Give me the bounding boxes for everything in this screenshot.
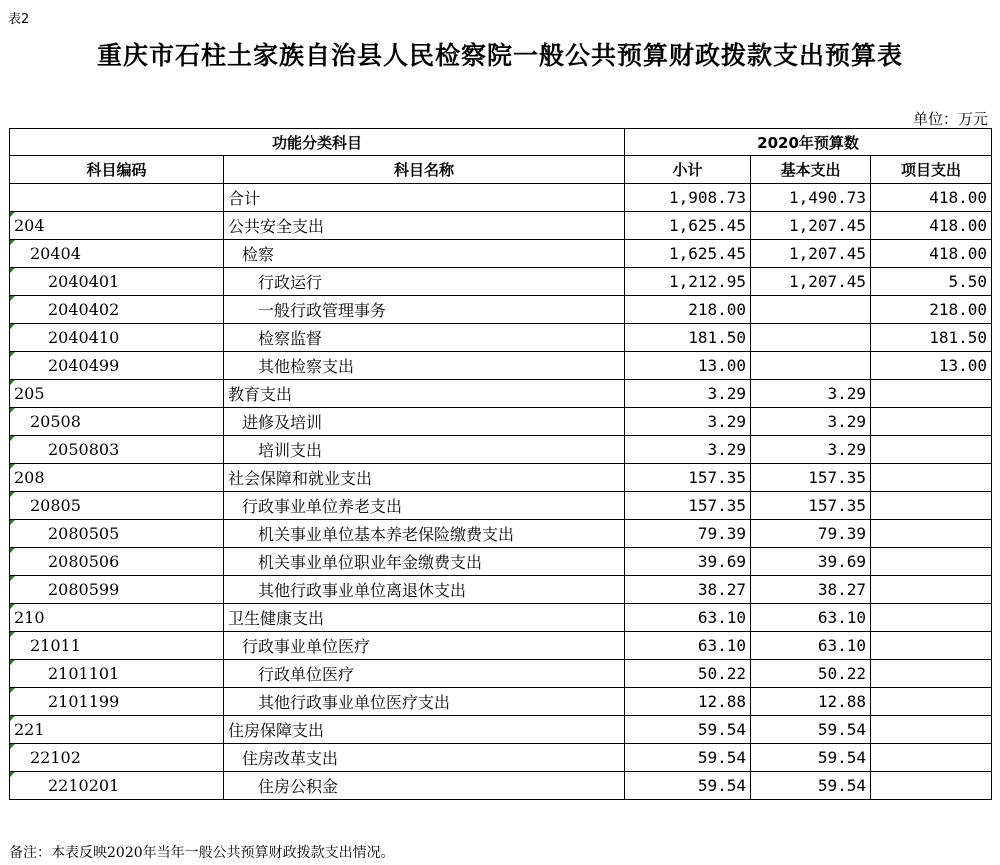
table-row bbox=[10, 464, 992, 492]
row-basic bbox=[751, 296, 871, 324]
row-code: 2040401 bbox=[10, 268, 224, 296]
row-name: 社会保障和就业支出 bbox=[224, 464, 625, 492]
footnote: 备注：本表反映2020年当年一般公共预算财政拨款支出情况。 bbox=[9, 845, 395, 861]
row-name: 住房改革支出 bbox=[224, 744, 625, 772]
row-basic: 157.35 bbox=[751, 492, 871, 520]
row-basic: 1,207.45 bbox=[751, 268, 871, 296]
row-basic bbox=[751, 324, 871, 352]
row-name: 检察监督 bbox=[224, 324, 625, 352]
row-project bbox=[871, 716, 992, 744]
row-project bbox=[871, 548, 992, 576]
row-project bbox=[871, 520, 992, 548]
row-project: 181.50 bbox=[871, 324, 992, 352]
row-basic: 59.54 bbox=[751, 772, 871, 800]
row-subtotal: 59.54 bbox=[625, 772, 751, 800]
header-budget-year: 2020年预算数 bbox=[625, 129, 992, 156]
table-row bbox=[10, 492, 992, 520]
row-code: 205 bbox=[10, 380, 224, 408]
row-project: 218.00 bbox=[871, 296, 992, 324]
row-code: 210 bbox=[10, 604, 224, 632]
table-row bbox=[10, 184, 992, 212]
row-basic: 3.29 bbox=[751, 436, 871, 464]
row-basic: 38.27 bbox=[751, 576, 871, 604]
table-row bbox=[10, 520, 992, 548]
unit-label: 单位：万元 bbox=[912, 110, 988, 128]
row-name: 卫生健康支出 bbox=[224, 604, 625, 632]
row-subtotal: 3.29 bbox=[625, 380, 751, 408]
row-project: 418.00 bbox=[871, 212, 992, 240]
row-project bbox=[871, 660, 992, 688]
table-row bbox=[10, 744, 992, 772]
row-subtotal: 157.35 bbox=[625, 492, 751, 520]
row-code: 2080505 bbox=[10, 520, 224, 548]
row-name: 住房公积金 bbox=[224, 772, 625, 800]
table-number: 表2 bbox=[8, 12, 30, 27]
row-subtotal: 59.54 bbox=[625, 716, 751, 744]
page-title: 重庆市石柱土家族自治县人民检察院一般公共预算财政拨款支出预算表 bbox=[96, 41, 903, 70]
row-code bbox=[10, 184, 224, 212]
row-subtotal: 218.00 bbox=[625, 296, 751, 324]
header-basic: 基本支出 bbox=[751, 156, 871, 184]
row-basic: 157.35 bbox=[751, 464, 871, 492]
row-subtotal: 39.69 bbox=[625, 548, 751, 576]
row-subtotal: 13.00 bbox=[625, 352, 751, 380]
row-project: 418.00 bbox=[871, 184, 992, 212]
row-subtotal: 1,625.45 bbox=[625, 240, 751, 268]
row-name: 一般行政管理事务 bbox=[224, 296, 625, 324]
row-name: 检察 bbox=[224, 240, 625, 268]
row-subtotal: 181.50 bbox=[625, 324, 751, 352]
row-code: 2210201 bbox=[10, 772, 224, 800]
row-code: 21011 bbox=[10, 632, 224, 660]
table-row bbox=[10, 380, 992, 408]
row-name: 行政事业单位医疗 bbox=[224, 632, 625, 660]
table-body bbox=[10, 184, 992, 800]
row-basic: 79.39 bbox=[751, 520, 871, 548]
row-name: 机关事业单位基本养老保险缴费支出 bbox=[224, 520, 625, 548]
table-row bbox=[10, 632, 992, 660]
row-basic: 1,490.73 bbox=[751, 184, 871, 212]
row-code: 20805 bbox=[10, 492, 224, 520]
row-name: 教育支出 bbox=[224, 380, 625, 408]
row-name: 公共安全支出 bbox=[224, 212, 625, 240]
table-row bbox=[10, 268, 992, 296]
table-row bbox=[10, 660, 992, 688]
table-row bbox=[10, 688, 992, 716]
row-subtotal: 3.29 bbox=[625, 436, 751, 464]
row-basic: 39.69 bbox=[751, 548, 871, 576]
table-row bbox=[10, 716, 992, 744]
table-row bbox=[10, 772, 992, 800]
row-name: 其他行政事业单位离退休支出 bbox=[224, 576, 625, 604]
table-row bbox=[10, 352, 992, 380]
table-row bbox=[10, 604, 992, 632]
row-project bbox=[871, 604, 992, 632]
header-func-class: 功能分类科目 bbox=[10, 129, 625, 156]
row-project bbox=[871, 380, 992, 408]
row-subtotal: 157.35 bbox=[625, 464, 751, 492]
row-code: 2040499 bbox=[10, 352, 224, 380]
row-project: 13.00 bbox=[871, 352, 992, 380]
row-subtotal: 1,908.73 bbox=[625, 184, 751, 212]
row-project bbox=[871, 576, 992, 604]
row-name: 进修及培训 bbox=[224, 408, 625, 436]
row-basic: 1,207.45 bbox=[751, 240, 871, 268]
row-subtotal: 63.10 bbox=[625, 604, 751, 632]
table-row bbox=[10, 212, 992, 240]
row-subtotal: 59.54 bbox=[625, 744, 751, 772]
row-name: 行政事业单位养老支出 bbox=[224, 492, 625, 520]
header-subtotal: 小计 bbox=[625, 156, 751, 184]
row-project: 418.00 bbox=[871, 240, 992, 268]
row-basic bbox=[751, 352, 871, 380]
table-row bbox=[10, 436, 992, 464]
row-name: 其他检察支出 bbox=[224, 352, 625, 380]
row-name: 其他行政事业单位医疗支出 bbox=[224, 688, 625, 716]
budget-table bbox=[9, 128, 992, 800]
row-code: 2050803 bbox=[10, 436, 224, 464]
row-project bbox=[871, 632, 992, 660]
table-row bbox=[10, 296, 992, 324]
row-code: 20508 bbox=[10, 408, 224, 436]
header-name: 科目名称 bbox=[224, 156, 625, 184]
row-subtotal: 1,625.45 bbox=[625, 212, 751, 240]
row-basic: 50.22 bbox=[751, 660, 871, 688]
row-code: 2040410 bbox=[10, 324, 224, 352]
row-project: 5.50 bbox=[871, 268, 992, 296]
header-row-group bbox=[10, 129, 992, 156]
table-row bbox=[10, 240, 992, 268]
row-basic: 63.10 bbox=[751, 604, 871, 632]
row-basic: 59.54 bbox=[751, 744, 871, 772]
row-basic: 59.54 bbox=[751, 716, 871, 744]
row-code: 2101199 bbox=[10, 688, 224, 716]
row-code: 20404 bbox=[10, 240, 224, 268]
row-project bbox=[871, 464, 992, 492]
table-row bbox=[10, 548, 992, 576]
row-project bbox=[871, 408, 992, 436]
row-name: 机关事业单位职业年金缴费支出 bbox=[224, 548, 625, 576]
header-code: 科目编码 bbox=[10, 156, 224, 184]
row-subtotal: 3.29 bbox=[625, 408, 751, 436]
row-subtotal: 38.27 bbox=[625, 576, 751, 604]
row-code: 208 bbox=[10, 464, 224, 492]
row-code: 2080506 bbox=[10, 548, 224, 576]
row-name: 行政单位医疗 bbox=[224, 660, 625, 688]
row-code: 221 bbox=[10, 716, 224, 744]
row-project bbox=[871, 492, 992, 520]
table-row bbox=[10, 324, 992, 352]
row-basic: 1,207.45 bbox=[751, 212, 871, 240]
row-name: 合计 bbox=[224, 184, 625, 212]
row-subtotal: 12.88 bbox=[625, 688, 751, 716]
row-basic: 63.10 bbox=[751, 632, 871, 660]
header-row-columns bbox=[10, 156, 992, 184]
header-project: 项目支出 bbox=[871, 156, 992, 184]
row-code: 2101101 bbox=[10, 660, 224, 688]
row-name: 行政运行 bbox=[224, 268, 625, 296]
row-basic: 3.29 bbox=[751, 408, 871, 436]
row-code: 22102 bbox=[10, 744, 224, 772]
row-project bbox=[871, 744, 992, 772]
table-row bbox=[10, 408, 992, 436]
row-code: 2080599 bbox=[10, 576, 224, 604]
row-subtotal: 79.39 bbox=[625, 520, 751, 548]
table-row bbox=[10, 576, 992, 604]
row-project bbox=[871, 772, 992, 800]
row-subtotal: 1,212.95 bbox=[625, 268, 751, 296]
row-basic: 12.88 bbox=[751, 688, 871, 716]
row-subtotal: 63.10 bbox=[625, 632, 751, 660]
row-subtotal: 50.22 bbox=[625, 660, 751, 688]
row-code: 204 bbox=[10, 212, 224, 240]
row-name: 培训支出 bbox=[224, 436, 625, 464]
row-basic: 3.29 bbox=[751, 380, 871, 408]
row-project bbox=[871, 688, 992, 716]
row-project bbox=[871, 436, 992, 464]
row-code: 2040402 bbox=[10, 296, 224, 324]
row-name: 住房保障支出 bbox=[224, 716, 625, 744]
